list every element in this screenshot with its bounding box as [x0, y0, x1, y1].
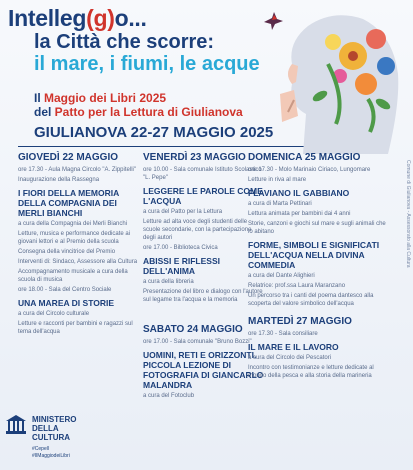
event-title: ABISSI E RIFLESSI DELL'ANIMA: [143, 256, 220, 276]
day-heading: VENERDÌ 23 MAGGIO: [143, 152, 246, 163]
event-title: FLAVIANO IL GABBIANO: [248, 188, 350, 198]
tagline-2-b: Patto per la Lettura di Giulianova: [54, 105, 243, 119]
event-info: Letture e racconti per bambini e ragazzi sul tema dell'acqua: [18, 321, 133, 335]
ministry-emblem-icon: [5, 415, 27, 435]
hashtags: [32, 446, 70, 460]
day-heading: SABATO 24 MAGGIO: [143, 324, 243, 335]
event-info: Accompagnamento musicale a cura della scuola di musica: [18, 269, 128, 283]
event-info: Consegna della vincitrice del Premio: [18, 249, 116, 255]
event-info: Letture ad alta voce degli studenti delle scuole secondarie, con la partecipazione degli autori: [143, 219, 252, 241]
column-thursday: [18, 152, 140, 338]
ministry-logo-block: [3, 415, 103, 470]
day-heading: MARTEDÌ 27 MAGGIO: [248, 316, 352, 327]
event-info: ore 17.30 - Molo Marinaio Ciriaco, Lungomare: [248, 167, 371, 173]
ministry-name-2: DELLA: [32, 424, 59, 433]
day-heading: DOMENICA 25 MAGGIO: [248, 152, 361, 163]
event-info: ore 10.00 - Sala comunale Istituto Scolastico "L. Pepe": [143, 167, 262, 181]
title: [8, 6, 147, 30]
event-info: Relatrice: prof.ssa Laura Maranzano: [248, 283, 346, 289]
event-info: Letture, musica e performance dedicate ai giovani lettori e al Premio della scuola: [18, 231, 131, 245]
event-title: I FIORI DELLA MEMORIA DELLA COMPAGNIA DEI MERLI BIANCHI: [18, 188, 119, 218]
event-info: Storie, canzoni e giochi sul mare e sugli animali che lo abitano: [248, 221, 386, 235]
event-title: UNA MAREA DI STORIE: [18, 298, 115, 308]
hashtag: #IlMaggiodeiLibri: [32, 453, 70, 459]
event-title: LEGGERE LE PAROLE COME L'ACQUA: [143, 186, 263, 206]
tagline-1-a: Il: [34, 91, 45, 105]
event-dates: GIULIANOVA 22-27 MAGGIO 2025: [34, 124, 274, 141]
subtitle-line-2: la Città che scorre:: [34, 31, 215, 53]
event-info: ore 17.30 - Aula Magna Circolo "A. Zippitelli": [18, 167, 136, 173]
ministry-name-3: CULTURA: [32, 433, 71, 442]
event-info: a cura della libreria: [143, 279, 194, 285]
ministry-name-1: MINISTERO: [32, 415, 77, 424]
event-info: Presentazione del libro e dialogo con l'autore sul legame tra l'acqua e la memoria: [143, 289, 263, 303]
ministry-name: [32, 415, 76, 442]
event-title: UOMINI, RETI E ORIZZONTI. PICCOLA LEZIONE DI FOTOGRAFIA DI GIANCARLO MALANDRA: [143, 350, 264, 390]
tagline-1-b: Maggio dei Libri 2025: [44, 91, 167, 105]
event-info: ore 17.00 - Biblioteca Civica: [143, 245, 218, 251]
event-info: ore 18.00 - Sala del Centro Sociale: [18, 287, 112, 293]
side-credit: [403, 160, 411, 460]
event-info: a cura della Compagnia dei Merli Bianchi: [18, 221, 128, 227]
title-part-a: Intelleg: [8, 5, 87, 31]
event-info: Interventi di: Sindaco, Assessore alla Cultura: [18, 259, 138, 265]
event-info: a cura del Circolo culturale: [18, 311, 90, 317]
event-info: a cura del Fotoclub: [143, 393, 195, 399]
title-part-c: o...: [114, 5, 147, 31]
subtitle-line-3: il mare, i fiumi, le acque: [34, 53, 260, 75]
event-info: a cura del Patto per la Lettura: [143, 209, 223, 215]
event-info: Inaugurazione della Rassegna: [18, 177, 100, 183]
event-info: a cura del Dante Alighieri: [248, 273, 315, 279]
event-info: Lettura animata per bambini dai 4 anni: [248, 211, 351, 217]
event-info: ore 17.00 - Sala comunale "Bruno Bozzi": [143, 339, 252, 345]
tagline-2-a: del: [34, 105, 55, 119]
tagline-1: [34, 91, 166, 105]
hashtag: #Cepell: [32, 446, 49, 452]
tagline-2: [34, 105, 243, 119]
event-info: Incontro con testimonianze e letture dedicate al mondo della pesca e alla storia della marineria: [248, 365, 374, 379]
event-info: a cura del Circolo dei Pescatori: [248, 355, 332, 361]
event-info: a cura di Marta Pettinari: [248, 201, 312, 207]
day-heading: GIOVEDÌ 22 MAGGIO: [18, 152, 119, 163]
event-title: IL MARE E IL LAVORO: [248, 342, 339, 352]
column-sunday-tuesday: [248, 152, 388, 382]
event-info: Letture in riva al mare: [248, 177, 307, 183]
bird-icon: [262, 12, 284, 30]
column-friday-saturday: [143, 152, 265, 402]
title-part-g: (g): [86, 5, 115, 31]
event-info: ore 17.30 - Sala consiliare: [248, 331, 318, 337]
event-title: FORME, SIMBOLI E SIGNIFICATI DELL'ACQUA NELLA DIVINA COMMEDIA: [248, 240, 380, 270]
event-info: Un percorso tra i canti del poema dantesco alla scoperta del valore simbolico dell'acqua: [248, 293, 374, 307]
side-credit-text: Comune di Giulianova - Assessorato alla Cultura: [405, 160, 411, 268]
